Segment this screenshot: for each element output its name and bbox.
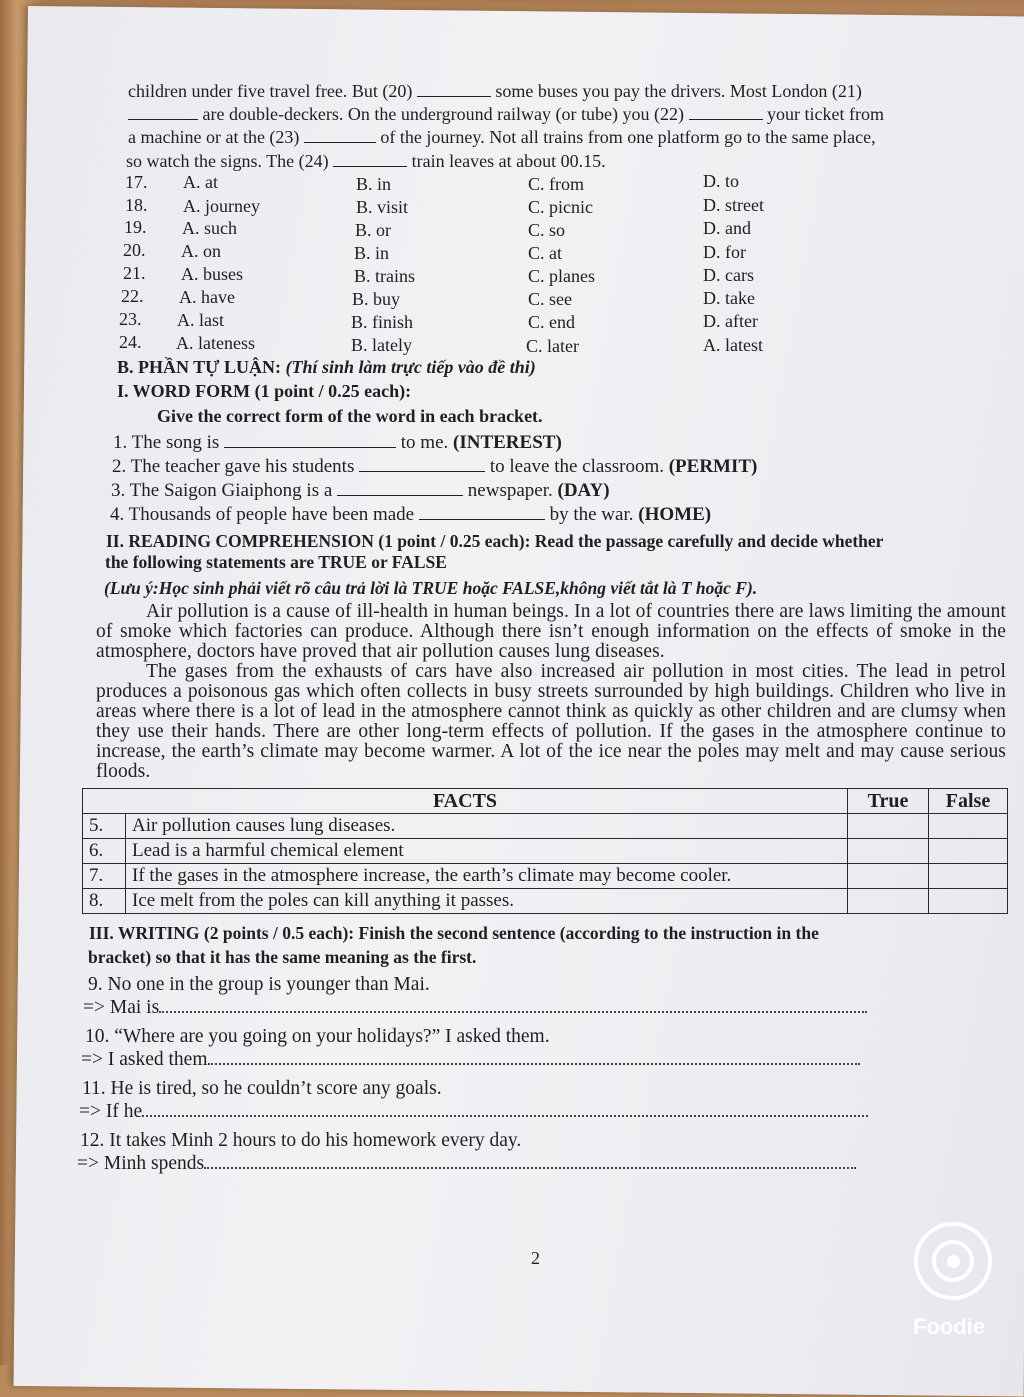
- option-c: C. from: [528, 174, 584, 194]
- option-b: B. in: [354, 243, 390, 263]
- item-text: to leave the classroom.: [489, 456, 664, 477]
- question-number: 22.: [121, 286, 144, 306]
- facts-header: FACTS: [83, 789, 848, 814]
- word-form-instruction: Give the correct form of the word in each bracket.: [157, 406, 543, 426]
- answer-prefix: => Mai is: [83, 997, 160, 1018]
- false-answer-cell[interactable]: [929, 889, 1008, 914]
- question-number: 24.: [119, 332, 142, 352]
- passage-line-1: [128, 80, 862, 102]
- option-d: D. after: [703, 311, 758, 331]
- writing-heading-2: bracket) so that it has the same meaning as the first.: [88, 947, 477, 967]
- reading-note: (Lưu ý:Học sinh phải viết rõ câu trả lời là TRUE hoặc FALSE,không viết tắt là T hoặc F).: [104, 578, 758, 598]
- row-number: 5.: [83, 814, 126, 839]
- facts-header-row: [83, 789, 1008, 814]
- answer-blank[interactable]: [337, 479, 463, 496]
- reading-passage: [96, 602, 1006, 782]
- word-form-item-2: [112, 455, 757, 478]
- false-answer-cell[interactable]: [929, 839, 1008, 864]
- option-b: B. trains: [354, 266, 415, 286]
- word-form-item-4: [110, 503, 711, 526]
- facts-table: [82, 788, 1008, 914]
- option-a: A. at: [183, 172, 218, 192]
- false-answer-cell[interactable]: [929, 814, 1008, 839]
- question-number: 20.: [123, 240, 146, 260]
- word-form-item-1: [113, 431, 562, 454]
- answer-prefix: => Minh spends: [77, 1153, 205, 1174]
- root-word: (HOME): [638, 504, 712, 525]
- option-c: C. at: [528, 243, 562, 263]
- writing-question-11: 11. He is tired, so he couldn’t score any goals.: [82, 1078, 442, 1099]
- answer-blank[interactable]: [224, 431, 396, 448]
- item-text: by the war.: [549, 504, 634, 525]
- passage-text: children under five travel free. But (20): [128, 81, 413, 101]
- blank-24: [333, 150, 407, 167]
- answer-blank[interactable]: [419, 503, 545, 520]
- option-d: D. to: [703, 171, 739, 191]
- writing-question-10: 10. “Where are you going on your holidays?” I asked them.: [85, 1026, 550, 1047]
- false-header: False: [929, 789, 1008, 814]
- option-b: B. buy: [352, 289, 401, 309]
- option-c: C. planes: [528, 266, 595, 286]
- false-answer-cell[interactable]: [929, 864, 1008, 889]
- item-text: 3. The Saigon Giaiphong is a: [111, 480, 333, 501]
- row-number: 7.: [83, 864, 126, 889]
- option-d: D. street: [703, 195, 764, 215]
- option-c: C. end: [528, 312, 575, 332]
- answer-prefix: => If he: [79, 1101, 143, 1122]
- table-row: [83, 839, 1008, 864]
- question-number: 21.: [123, 263, 146, 283]
- passage-paragraph-1: Air pollution is a cause of ill-health in human beings. In a lot of countries there are laws limiting the amount of smoke which factories can produce. Although there isn’t enough information on the effects of smoke in the atmosphere, doctors have proved that air pollution causes lung diseases.: [96, 601, 1006, 662]
- item-text: 2. The teacher gave his students: [112, 456, 355, 477]
- reading-heading-2: the following statements are TRUE or FALSE: [105, 552, 447, 572]
- foodie-logo-icon: [914, 1222, 992, 1300]
- answer-blank[interactable]: [359, 455, 485, 472]
- option-b: B. or: [355, 220, 391, 240]
- table-row: [83, 814, 1008, 839]
- option-a: A. lateness: [176, 333, 255, 353]
- writing-answer-11: [79, 1101, 868, 1123]
- writing-question-12: 12. It takes Minh 2 hours to do his homework every day.: [80, 1130, 522, 1151]
- part-b-note: (Thí sinh làm trực tiếp vào đề thi): [285, 357, 536, 377]
- item-text: newspaper.: [467, 480, 553, 501]
- question-number: 19.: [124, 217, 147, 237]
- passage-paragraph-2: The gases from the exhausts of cars have also increased air pollution in most cities. The lead in petrol produces a poisonous gas which often collects in busy streets surrounded by high buildings. Children who live in areas where there is a lot of lead in the atmosphere cannot think as quickly as other children and are clumsy when they use their hands. There are other long-term effects of pollution. If the gases in the atmosphere continue to increase, the earth’s climate may become warmer. A lot of the ice near the poles may melt and may cause serious floods.: [96, 661, 1006, 782]
- answer-line[interactable]: [208, 1049, 860, 1065]
- item-text: to me.: [400, 432, 449, 453]
- option-c: C. so: [528, 220, 566, 240]
- option-d: D. for: [703, 242, 746, 262]
- writing-answer-9: [83, 997, 867, 1019]
- root-word: (INTEREST): [453, 432, 562, 453]
- option-d: A. latest: [703, 335, 763, 355]
- option-d: D. and: [703, 218, 751, 238]
- passage-text: are double-deckers. On the underground railway (or tube) you (22): [202, 104, 684, 124]
- writing-question-9: 9. No one in the group is younger than Mai.: [88, 974, 430, 995]
- part-b-title: B. PHẦN TỰ LUẬN:: [117, 357, 282, 377]
- item-text: 4. Thousands of people have been made: [110, 504, 415, 525]
- answer-line[interactable]: [159, 997, 867, 1013]
- option-c: C. see: [528, 289, 572, 309]
- option-a: A. such: [182, 218, 237, 238]
- option-c: C. later: [526, 336, 579, 356]
- option-a: A. last: [177, 310, 224, 330]
- blank-21: [128, 103, 198, 120]
- true-answer-cell[interactable]: [848, 814, 929, 839]
- option-c: C. picnic: [528, 197, 593, 217]
- passage-line-3: [128, 126, 876, 148]
- root-word: (DAY): [557, 480, 610, 501]
- passage-text: some buses you pay the drivers. Most London (21): [495, 81, 862, 101]
- passage-text: so watch the signs. The (24): [126, 151, 329, 171]
- writing-answer-12: [77, 1153, 856, 1175]
- option-b: B. lately: [351, 335, 412, 355]
- passage-text: train leaves at about 00.15.: [411, 151, 606, 171]
- option-a: A. have: [179, 287, 235, 307]
- table-row: [83, 889, 1008, 914]
- writing-answer-10: [81, 1049, 860, 1071]
- passage-line-2: [128, 103, 884, 125]
- blank-23: [304, 126, 376, 143]
- page-number: 2: [531, 1248, 540, 1268]
- true-header: True: [848, 789, 929, 814]
- fact-statement: If the gases in the atmosphere increase, the earth’s climate may become cooler.: [126, 864, 848, 889]
- question-number: 23.: [119, 309, 142, 329]
- reading-heading: II. READING COMPREHENSION (1 point / 0.25 each): Read the passage carefully and decide whether: [106, 531, 884, 551]
- passage-text: your ticket from: [767, 104, 884, 124]
- blank-22: [689, 103, 763, 120]
- answer-line[interactable]: [142, 1101, 868, 1117]
- option-b: B. in: [356, 174, 392, 194]
- passage-text: a machine or at the (23): [128, 127, 300, 147]
- row-number: 8.: [83, 889, 126, 914]
- fact-statement: Lead is a harmful chemical element: [126, 839, 848, 864]
- part-b-heading: [117, 356, 536, 378]
- answer-line[interactable]: [204, 1153, 856, 1169]
- option-b: B. finish: [351, 312, 414, 332]
- option-d: D. cars: [703, 265, 754, 285]
- writing-heading: III. WRITING (2 points / 0.5 each): Finish the second sentence (according to the instruction in the: [89, 923, 819, 943]
- word-form-item-3: [111, 479, 610, 502]
- option-a: A. buses: [181, 264, 243, 284]
- passage-text: of the journey. Not all trains from one platform go to the same place,: [380, 127, 876, 147]
- question-number: 17.: [125, 172, 148, 192]
- question-number: 18.: [125, 195, 148, 215]
- option-a: A. journey: [183, 196, 260, 216]
- item-text: 1. The song is: [113, 432, 220, 453]
- row-number: 6.: [83, 839, 126, 864]
- blank-20: [417, 80, 491, 97]
- word-form-heading: I. WORD FORM (1 point / 0.25 each):: [117, 381, 412, 401]
- watermark-text: Foodie: [913, 1314, 986, 1339]
- answer-prefix: => I asked them: [81, 1049, 208, 1070]
- true-answer-cell[interactable]: [848, 889, 929, 914]
- true-answer-cell[interactable]: [848, 864, 929, 889]
- option-d: D. take: [703, 288, 755, 308]
- true-answer-cell[interactable]: [848, 839, 929, 864]
- fact-statement: Air pollution causes lung diseases.: [126, 814, 848, 839]
- passage-line-4: [126, 150, 606, 172]
- option-a: A. on: [181, 241, 221, 261]
- table-row: [83, 864, 1008, 889]
- option-b: B. visit: [356, 197, 409, 217]
- root-word: (PERMIT): [668, 456, 758, 477]
- fact-statement: Ice melt from the poles can kill anything it passes.: [126, 889, 848, 914]
